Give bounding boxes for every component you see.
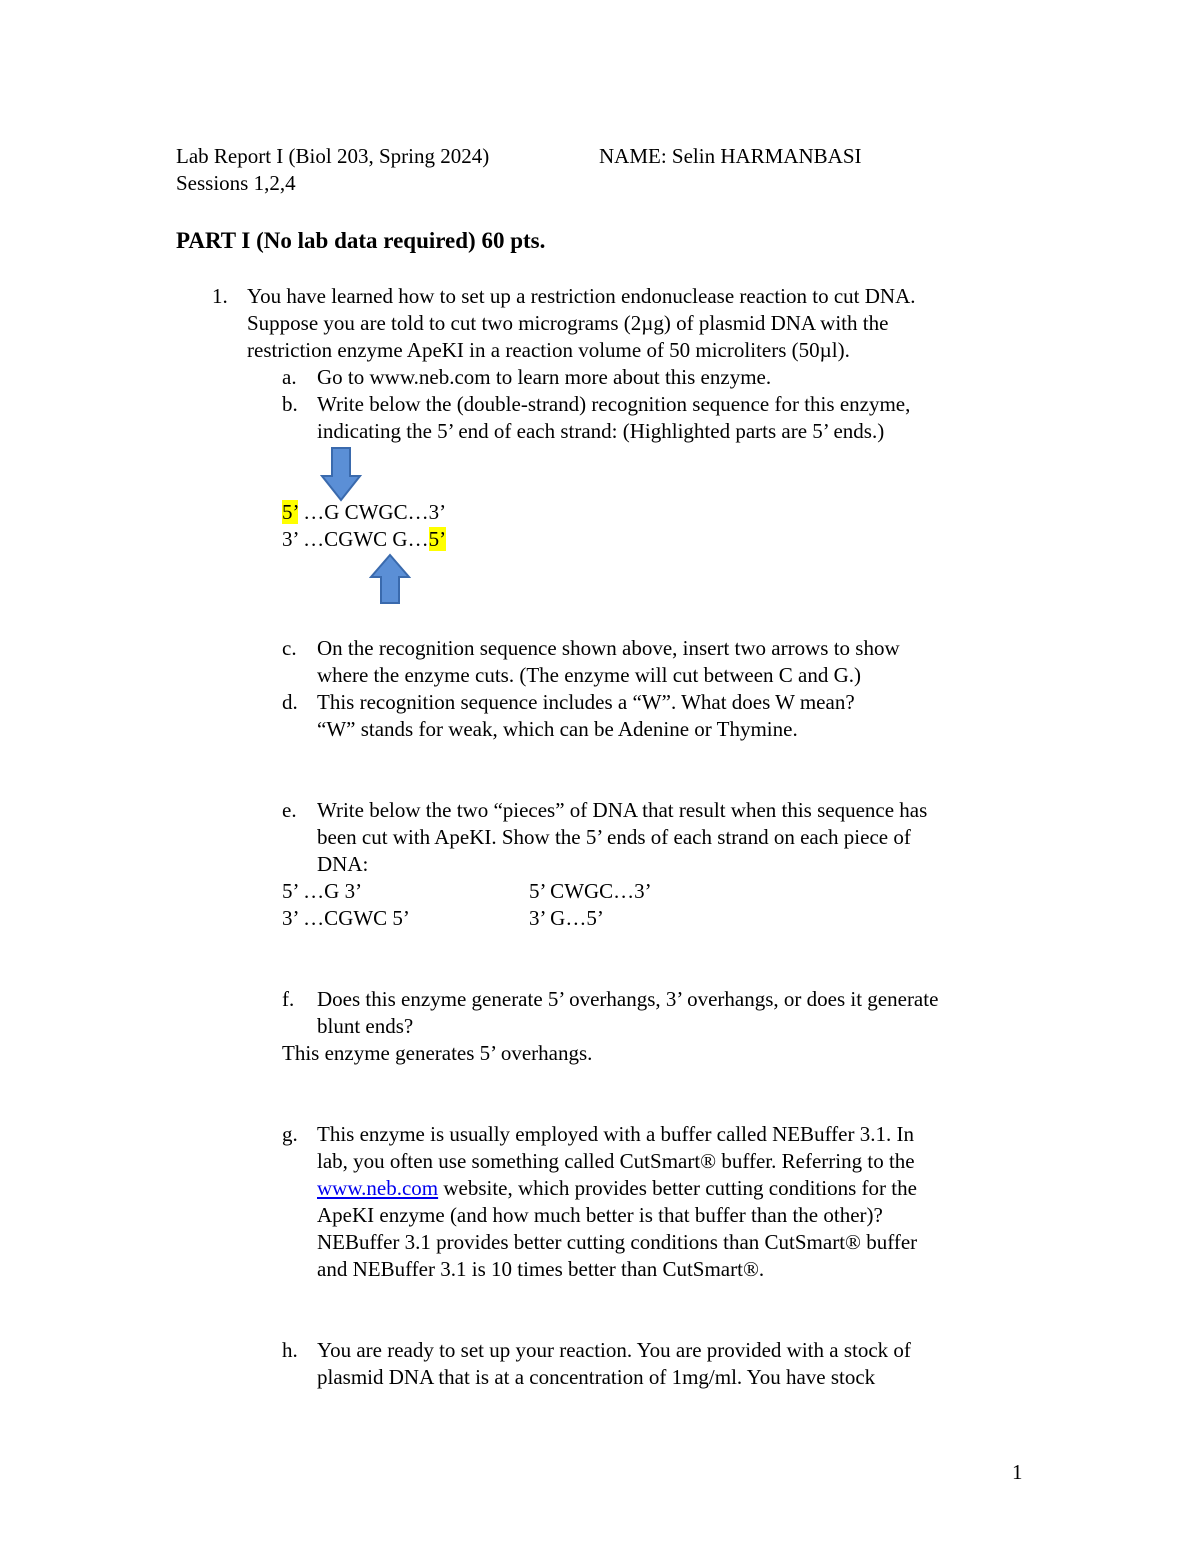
item-label-f: f. <box>282 987 295 1011</box>
item-g-line-1: This enzyme is usually employed with a buffer called NEBuffer 3.1. In <box>317 1122 914 1146</box>
item-d-text: This recognition sequence includes a “W”. What does W mean? <box>317 690 855 714</box>
item-b-line-2: indicating the 5’ end of each strand: (Highlighted parts are 5’ ends.) <box>317 419 885 443</box>
q1-line-1: You have learned how to set up a restriction endonuclease reaction to cut DNA. <box>247 284 916 308</box>
q1-line-2: Suppose you are told to cut two micrograms (2µg) of plasmid DNA with the <box>247 311 889 335</box>
item-g-answer-1: NEBuffer 3.1 provides better cutting conditions than CutSmart® buffer <box>317 1230 918 1254</box>
item-c-line-1: On the recognition sequence shown above, insert two arrows to show <box>317 636 900 660</box>
item-e-line-3: DNA: <box>317 852 369 876</box>
item-b-line-1: Write below the (double-strand) recognition sequence for this enzyme, <box>317 392 911 416</box>
question-number: 1. <box>212 284 228 308</box>
item-f-answer: This enzyme generates 5’ overhangs. <box>282 1041 593 1065</box>
item-g-line-3-rest: website, which provides better cutting conditions for the <box>438 1176 917 1200</box>
item-label-g: g. <box>282 1122 298 1146</box>
item-label-d: d. <box>282 690 298 714</box>
piece-2-bottom: 3’ G…5’ <box>529 906 604 930</box>
student-name: NAME: Selin HARMANBASI <box>599 144 862 168</box>
item-label-a: a. <box>282 365 297 389</box>
page-number: 1 <box>1012 1460 1023 1484</box>
item-f-line-2: blunt ends? <box>317 1014 414 1038</box>
sequence-bottom-strand <box>282 526 446 553</box>
piece-1-top: 5’ …G 3’ <box>282 879 363 903</box>
sequence-top-rest: …G CWGC…3’ <box>297 500 447 524</box>
report-title: Lab Report I (Biol 203, Spring 2024) <box>176 144 490 168</box>
item-h-line-1: You are ready to set up your reaction. You are provided with a stock of <box>317 1338 911 1362</box>
five-prime-highlight: 5’ <box>428 527 447 551</box>
item-c-line-2: where the enzyme cuts. (The enzyme will cut between C and G.) <box>317 663 862 687</box>
down-arrow-icon <box>320 446 362 502</box>
item-e-line-2: been cut with ApeKI. Show the 5’ ends of each strand on each piece of <box>317 825 911 849</box>
item-g-line-3 <box>317 1175 917 1202</box>
sessions-line: Sessions 1,2,4 <box>176 171 296 195</box>
item-label-c: c. <box>282 636 297 660</box>
item-d-answer: “W” stands for weak, which can be Adenine or Thymine. <box>317 717 798 741</box>
item-g-line-2: lab, you often use something called CutSmart® buffer. Referring to the <box>317 1149 915 1173</box>
five-prime-highlight: 5’ <box>282 500 298 524</box>
item-label-b: b. <box>282 392 298 416</box>
item-e-line-1: Write below the two “pieces” of DNA that result when this sequence has <box>317 798 928 822</box>
q1-line-3: restriction enzyme ApeKI in a reaction volume of 50 microliters (50µl). <box>247 338 850 362</box>
neb-website-link[interactable]: www.neb.com <box>317 1176 439 1200</box>
item-f-line-1: Does this enzyme generate 5’ overhangs, 3’ overhangs, or does it generate <box>317 987 939 1011</box>
item-g-answer-2: and NEBuffer 3.1 is 10 times better than CutSmart®. <box>317 1257 765 1281</box>
item-label-e: e. <box>282 798 297 822</box>
item-label-h: h. <box>282 1338 298 1362</box>
sequence-top-strand <box>282 499 446 526</box>
sequence-bottom-rest: 3’ …CGWC G… <box>282 527 429 551</box>
item-g-line-4: ApeKI enzyme (and how much better is that buffer than the other)? <box>317 1203 883 1227</box>
item-h-line-2: plasmid DNA that is at a concentration of 1mg/ml. You have stock <box>317 1365 876 1389</box>
piece-2-top: 5’ CWGC…3’ <box>529 879 652 903</box>
item-a-text: Go to www.neb.com to learn more about this enzyme. <box>317 365 772 389</box>
part-heading: PART I (No lab data required) 60 pts. <box>176 228 546 253</box>
piece-1-bottom: 3’ …CGWC 5’ <box>282 906 410 930</box>
up-arrow-icon <box>369 553 411 605</box>
